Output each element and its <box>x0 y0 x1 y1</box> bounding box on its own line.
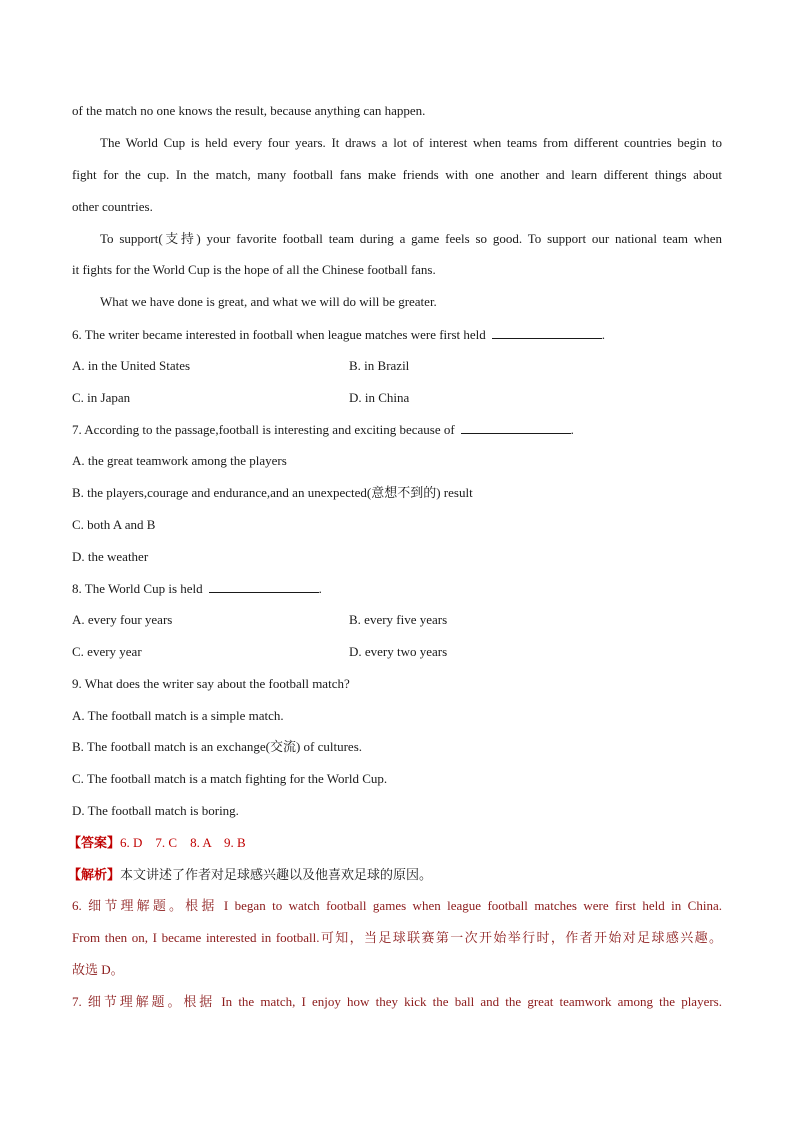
explanation-line: 7. 细节理解题。根据 In the match, I enjoy how they kick the ball and the great teamwork among the players. <box>72 994 722 1009</box>
answer-line <box>68 835 246 851</box>
analysis-text: 本文讲述了作者对足球感兴趣以及他喜欢足球的原因。 <box>120 867 433 882</box>
option: D. in China <box>349 390 410 405</box>
passage-line: The World Cup is held every four years. It draws a lot of interest when teams from different countries begin to <box>100 135 722 150</box>
answer-blank <box>209 580 319 593</box>
question-stem: 9. What does the writer say about the football match? <box>72 676 350 691</box>
option: C. both A and B <box>72 517 156 532</box>
explanation-line: From then on, I became interested in football.可知，当足球联赛第一次开始举行时，作者开始对足球感兴趣。 <box>72 930 722 945</box>
option: B. The football match is an exchange(交流) of cultures. <box>72 739 363 754</box>
answer-blank <box>461 421 571 434</box>
option: A. in the United States <box>72 358 191 373</box>
answer-label: 【答案】 <box>68 835 121 850</box>
option: A. the great teamwork among the players <box>72 453 287 468</box>
question-stem: 6. The writer became interested in football when league matches were first held . <box>72 327 606 342</box>
answer-text: 6. D 7. C 8. A 9. B <box>120 835 246 850</box>
option: C. The football match is a match fighting for the World Cup. <box>72 771 388 786</box>
analysis-line <box>68 867 432 883</box>
passage-line: of the match no one knows the result, because anything can happen. <box>72 103 426 118</box>
passage-line: other countries. <box>72 199 153 214</box>
question-stem: 7. According to the passage,football is interesting and exciting because of . <box>72 422 574 437</box>
analysis-label: 【解析】 <box>68 867 121 882</box>
option: C. in Japan <box>72 390 131 405</box>
option: A. every four years <box>72 612 173 627</box>
passage-line: fight for the cup. In the match, many football fans make friends with one another and learn different things about <box>72 167 722 182</box>
passage-line: What we have done is great, and what we will do will be greater. <box>100 294 437 309</box>
passage-line: it fights for the World Cup is the hope of all the Chinese football fans. <box>72 262 436 277</box>
passage-line: To support(支持) your favorite football team during a game feels so good. To support our national team when <box>100 231 722 246</box>
option: B. every five years <box>349 612 448 627</box>
option: B. the players,courage and endurance,and an unexpected(意想不到的) result <box>72 485 473 500</box>
answer-blank <box>492 326 602 339</box>
option: D. every two years <box>349 644 448 659</box>
explanation-line: 故选 D。 <box>72 962 124 977</box>
option: C. every year <box>72 644 142 659</box>
option: D. the weather <box>72 549 149 564</box>
explanation-line: 6. 细节理解题。根据 I began to watch football games when league football matches were first held in China. <box>72 898 722 913</box>
option: A. The football match is a simple match. <box>72 708 284 723</box>
option: D. The football match is boring. <box>72 803 239 818</box>
question-stem: 8. The World Cup is held . <box>72 581 322 596</box>
option: B. in Brazil <box>349 358 410 373</box>
